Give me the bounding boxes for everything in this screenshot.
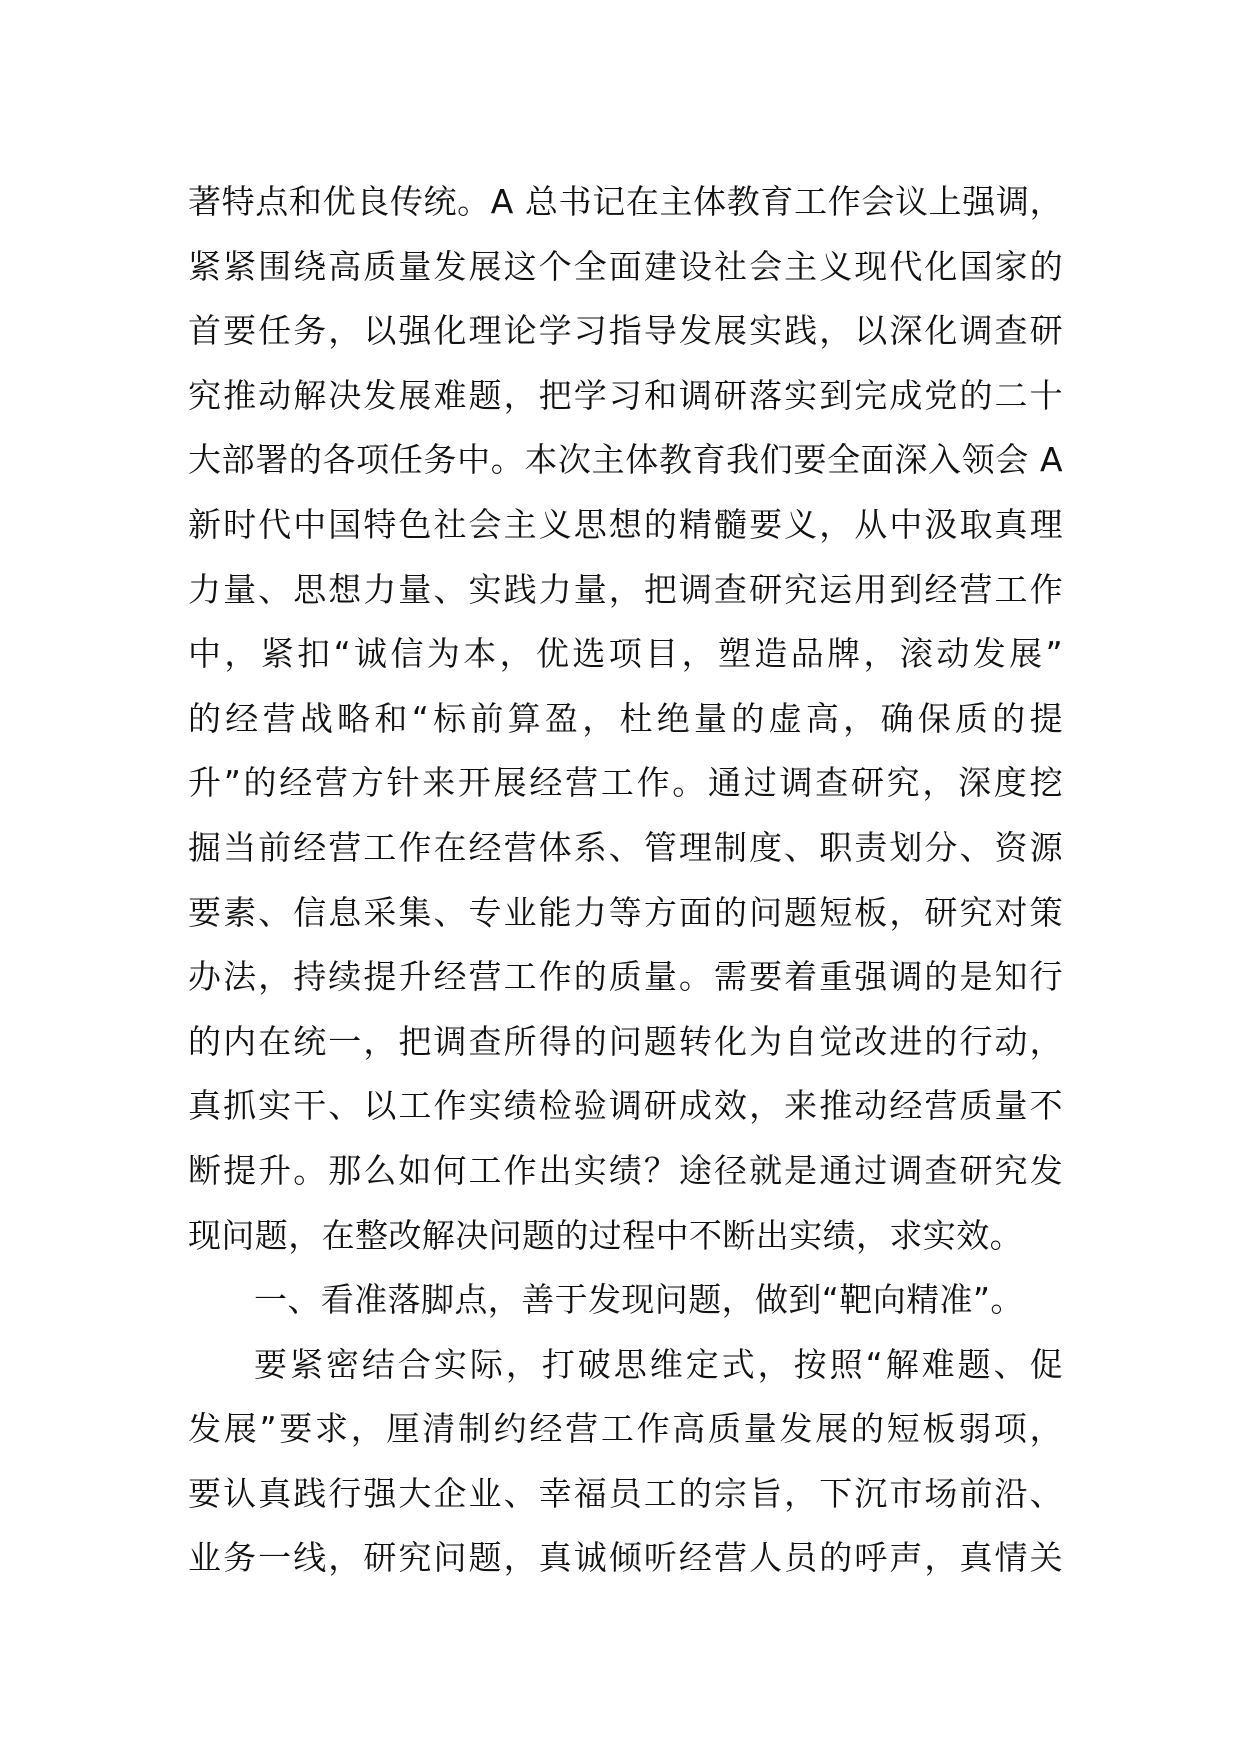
text-line: 力量、思想力量、实践力量，把调查研究运用到经营工作 <box>188 569 1063 609</box>
text-line: 要素、信息采集、专业能力等方面的问题短板，研究对策 <box>188 892 1063 932</box>
text-line: 大部署的各项任务中。本次主体教育我们要全面深入领会 A <box>188 440 1063 480</box>
text-line: 紧紧围绕高质量发展这个全面建设社会主义现代化国家的 <box>188 246 1063 286</box>
text-line: 办法，持续提升经营工作的质量。需要着重强调的是知行 <box>188 957 1063 997</box>
text-line: 业务一线，研究问题，真诚倾听经营人员的呼声，真情关 <box>188 1538 1063 1578</box>
text-line: 断提升。那么如何工作出实绩？途径就是通过调查研究发 <box>188 1150 1063 1190</box>
section-heading: 一、看准落脚点，善于发现问题，做到“靶向精准”。 <box>254 1280 1024 1320</box>
text-line: 真抓实干、以工作实绩检验调研成效，来推动经营质量不 <box>188 1086 1063 1126</box>
text-line: 掘当前经营工作在经营体系、管理制度、职责划分、资源 <box>188 827 1063 867</box>
text-line: 究推动解决发展难题，把学习和调研落实到完成党的二十 <box>188 375 1063 415</box>
text-line: 发展”要求，厘清制约经营工作高质量发展的短板弱项， <box>188 1409 1063 1449</box>
text-line: 现问题，在整改解决问题的过程中不断出实绩，求实效。 <box>188 1215 1023 1255</box>
text-line: 的内在统一，把调查所得的问题转化为自觉改进的行动， <box>188 1021 1063 1061</box>
text-line: 首要任务，以强化理论学习指导发展实践，以深化调查研 <box>188 311 1063 351</box>
body-text <box>188 170 1063 1591</box>
text-line: 要认真践行强大企业、幸福员工的宗旨，下沉市场前沿、 <box>188 1473 1063 1513</box>
text-line: 升”的经营方针来开展经营工作。通过调查研究，深度挖 <box>188 763 1063 803</box>
text-line: 要紧密结合实际，打破思维定式，按照“解难题、促 <box>254 1344 1063 1384</box>
text-line: 著特点和优良传统。A 总书记在主体教育工作会议上强调， <box>188 182 1063 221</box>
text-line: 的经营战略和“标前算盈，杜绝量的虚高，确保质的提 <box>188 698 1063 738</box>
text-line: 新时代中国特色社会主义思想的精髓要义，从中汲取真理 <box>188 504 1063 544</box>
text-line: 中，紧扣“诚信为本，优选项目，塑造品牌，滚动发展” <box>188 634 1063 674</box>
